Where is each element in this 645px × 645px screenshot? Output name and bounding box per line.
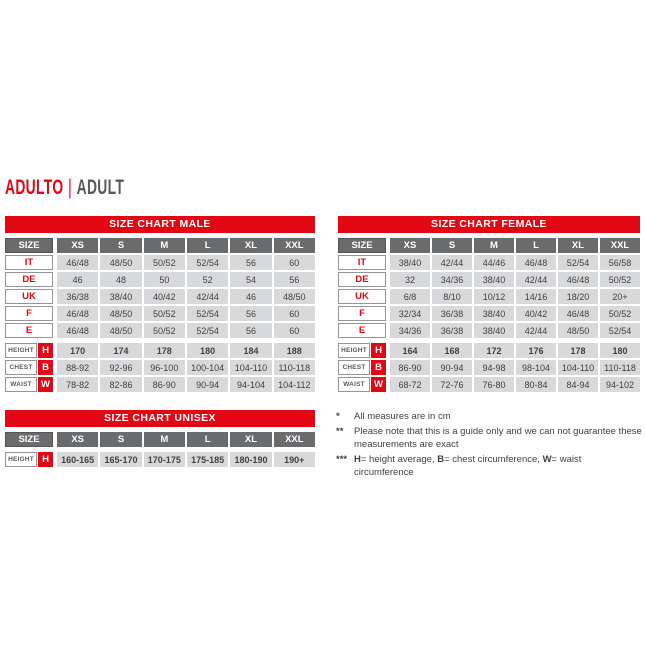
table-cell: 60 bbox=[274, 323, 315, 338]
table-cell: XXL bbox=[274, 238, 315, 253]
table-cell: XXL bbox=[600, 238, 640, 253]
row-cells bbox=[390, 272, 640, 287]
male-table-rows bbox=[5, 238, 315, 392]
size-corner-header: SIZE bbox=[5, 432, 53, 447]
measure-label-waist: WAIST bbox=[338, 377, 370, 392]
table-cell: 32 bbox=[390, 272, 430, 287]
table-cell: 88-92 bbox=[57, 360, 98, 375]
table-cell: 82-86 bbox=[100, 377, 141, 392]
table-cell: 46/48 bbox=[57, 306, 98, 321]
table-cell: 176 bbox=[516, 343, 556, 358]
size-corner-header: SIZE bbox=[338, 238, 386, 253]
table-cell: XS bbox=[57, 432, 98, 447]
table-cell: 190+ bbox=[274, 452, 315, 467]
table-cell: 52/54 bbox=[187, 323, 228, 338]
size-row-de bbox=[338, 272, 640, 287]
table-cell: 174 bbox=[100, 343, 141, 358]
table-cell: 48/50 bbox=[558, 323, 598, 338]
footnote-segment: = height average, bbox=[360, 454, 438, 465]
row-cells bbox=[57, 238, 315, 253]
footnote-1 bbox=[336, 410, 642, 423]
table-cell: 42/44 bbox=[516, 272, 556, 287]
unisex-table-title: SIZE CHART UNISEX bbox=[5, 410, 315, 427]
table-cell: XL bbox=[230, 238, 271, 253]
table-cell: 104-110 bbox=[558, 360, 598, 375]
measure-label-chest: CHEST bbox=[5, 360, 37, 375]
measure-label-wrap bbox=[5, 377, 53, 392]
unisex-table-rows bbox=[5, 432, 315, 467]
size-chart-female-table bbox=[338, 216, 640, 392]
table-cell: 38/40 bbox=[474, 272, 514, 287]
row-cells bbox=[57, 377, 315, 392]
table-cell: 172 bbox=[474, 343, 514, 358]
table-cell: 10/12 bbox=[474, 289, 514, 304]
table-cell: 44/46 bbox=[474, 255, 514, 270]
table-cell: 164 bbox=[390, 343, 430, 358]
measure-badge-w: W bbox=[38, 377, 53, 392]
table-cell: XL bbox=[558, 238, 598, 253]
measure-label-height: HEIGHT bbox=[5, 343, 37, 358]
table-cell: 110-118 bbox=[274, 360, 315, 375]
table-cell: 36/38 bbox=[57, 289, 98, 304]
measure-badge-h: H bbox=[38, 452, 53, 467]
row-label-it: IT bbox=[338, 255, 386, 270]
table-cell: 52 bbox=[187, 272, 228, 287]
row-label-wrap bbox=[5, 272, 53, 287]
row-label-de: DE bbox=[338, 272, 386, 287]
table-cell: 110-118 bbox=[600, 360, 640, 375]
table-cell: 48/50 bbox=[100, 323, 141, 338]
footnote-3 bbox=[336, 453, 642, 479]
row-label-f: F bbox=[338, 306, 386, 321]
table-cell: 50/52 bbox=[600, 272, 640, 287]
table-cell: 68-72 bbox=[390, 377, 430, 392]
table-cell: 165-170 bbox=[100, 452, 141, 467]
table-cell: 48/50 bbox=[100, 255, 141, 270]
row-label-de: DE bbox=[5, 272, 53, 287]
measure-label-wrap bbox=[338, 377, 386, 392]
footnote-text bbox=[354, 410, 642, 423]
measure-row-chest bbox=[338, 360, 640, 375]
table-cell: 96-100 bbox=[144, 360, 185, 375]
table-cell: 86-90 bbox=[390, 360, 430, 375]
measure-label-wrap bbox=[338, 343, 386, 358]
table-cell: L bbox=[516, 238, 556, 253]
row-cells bbox=[390, 377, 640, 392]
measure-label-chest: CHEST bbox=[338, 360, 370, 375]
table-cell: 175-185 bbox=[187, 452, 228, 467]
row-cells bbox=[390, 306, 640, 321]
row-cells bbox=[57, 255, 315, 270]
measure-row-waist bbox=[5, 377, 315, 392]
table-cell: 38/40 bbox=[100, 289, 141, 304]
footnote-bold-term: B bbox=[437, 454, 445, 465]
size-row-de bbox=[5, 272, 315, 287]
size-corner-wrap bbox=[5, 432, 53, 447]
table-cell: 170 bbox=[57, 343, 98, 358]
table-cell: 52/54 bbox=[558, 255, 598, 270]
table-cell: 38/40 bbox=[474, 323, 514, 338]
table-cell: 38/40 bbox=[390, 255, 430, 270]
size-chart-unisex-table bbox=[5, 410, 315, 467]
table-cell: 94-104 bbox=[230, 377, 271, 392]
page-title-primary: ADULTO bbox=[5, 176, 64, 199]
size-row-it bbox=[338, 255, 640, 270]
table-cell: 86-90 bbox=[144, 377, 185, 392]
footnote-text bbox=[354, 453, 642, 479]
size-chart-male-table bbox=[5, 216, 315, 392]
row-label-uk: UK bbox=[338, 289, 386, 304]
table-cell: 50/52 bbox=[600, 306, 640, 321]
table-cell: 32/34 bbox=[390, 306, 430, 321]
row-label-wrap bbox=[338, 323, 386, 338]
table-cell: 46/48 bbox=[57, 323, 98, 338]
size-row-f bbox=[5, 306, 315, 321]
row-cells bbox=[390, 255, 640, 270]
table-cell: 72-76 bbox=[432, 377, 472, 392]
table-cell: 178 bbox=[144, 343, 185, 358]
table-cell: XL bbox=[230, 432, 271, 447]
table-cell: 46/48 bbox=[516, 255, 556, 270]
footnote-segment: All measures are in cm bbox=[354, 411, 451, 422]
row-cells bbox=[57, 323, 315, 338]
table-cell: 36/38 bbox=[432, 306, 472, 321]
row-cells bbox=[57, 289, 315, 304]
table-cell: 48/50 bbox=[274, 289, 315, 304]
table-cell: 36/38 bbox=[432, 323, 472, 338]
table-cell: 54 bbox=[230, 272, 271, 287]
measure-label-waist: WAIST bbox=[5, 377, 37, 392]
measure-badge-b: B bbox=[371, 360, 386, 375]
table-cell: 78-82 bbox=[57, 377, 98, 392]
table-cell: 56 bbox=[230, 306, 271, 321]
female-table-title: SIZE CHART FEMALE bbox=[338, 216, 640, 233]
table-cell: 34/36 bbox=[390, 323, 430, 338]
table-cell: 38/40 bbox=[474, 306, 514, 321]
size-row-it bbox=[5, 255, 315, 270]
table-cell: 46/48 bbox=[57, 255, 98, 270]
table-cell: 104-112 bbox=[274, 377, 315, 392]
measure-row-height bbox=[5, 452, 315, 467]
row-label-uk: UK bbox=[5, 289, 53, 304]
row-cells bbox=[57, 272, 315, 287]
table-cell: 94-102 bbox=[600, 377, 640, 392]
row-label-it: IT bbox=[5, 255, 53, 270]
table-cell: 42/44 bbox=[516, 323, 556, 338]
column-header-row bbox=[338, 238, 640, 253]
table-cell: S bbox=[100, 432, 141, 447]
table-cell: 52/54 bbox=[187, 306, 228, 321]
row-cells bbox=[390, 238, 640, 253]
page-title-separator: | bbox=[68, 176, 73, 199]
measure-badge-w: W bbox=[371, 377, 386, 392]
table-cell: 56 bbox=[230, 323, 271, 338]
footnotes bbox=[336, 410, 642, 481]
table-cell: 56/58 bbox=[600, 255, 640, 270]
measure-label-wrap bbox=[338, 360, 386, 375]
table-cell: 40/42 bbox=[144, 289, 185, 304]
row-label-wrap bbox=[5, 289, 53, 304]
table-cell: 42/44 bbox=[432, 255, 472, 270]
table-cell: 188 bbox=[274, 343, 315, 358]
row-cells bbox=[390, 360, 640, 375]
row-cells bbox=[390, 289, 640, 304]
footnote-text bbox=[354, 425, 642, 451]
table-cell: 50/52 bbox=[144, 255, 185, 270]
female-table-rows bbox=[338, 238, 640, 392]
row-label-f: F bbox=[5, 306, 53, 321]
row-label-wrap bbox=[338, 306, 386, 321]
row-label-wrap bbox=[5, 306, 53, 321]
table-cell: 50 bbox=[144, 272, 185, 287]
table-cell: S bbox=[100, 238, 141, 253]
footnote-2 bbox=[336, 425, 642, 451]
table-cell: 90-94 bbox=[187, 377, 228, 392]
table-cell: 180 bbox=[187, 343, 228, 358]
row-label-wrap bbox=[338, 272, 386, 287]
table-cell: 14/16 bbox=[516, 289, 556, 304]
table-cell: XS bbox=[57, 238, 98, 253]
row-label-wrap bbox=[5, 323, 53, 338]
size-corner-header: SIZE bbox=[5, 238, 53, 253]
table-cell: 18/20 bbox=[558, 289, 598, 304]
table-cell: 168 bbox=[432, 343, 472, 358]
measure-label-height: HEIGHT bbox=[5, 452, 37, 467]
table-cell: 84-94 bbox=[558, 377, 598, 392]
table-cell: 60 bbox=[274, 255, 315, 270]
table-cell: L bbox=[187, 238, 228, 253]
table-cell: 48/50 bbox=[100, 306, 141, 321]
row-label-wrap bbox=[338, 255, 386, 270]
row-label-wrap bbox=[338, 289, 386, 304]
measure-label-height: HEIGHT bbox=[338, 343, 370, 358]
table-cell: 42/44 bbox=[187, 289, 228, 304]
table-cell: 48 bbox=[100, 272, 141, 287]
row-label-e: E bbox=[5, 323, 53, 338]
size-row-e bbox=[5, 323, 315, 338]
table-cell: 56 bbox=[274, 272, 315, 287]
row-cells bbox=[57, 343, 315, 358]
row-cells bbox=[57, 360, 315, 375]
table-cell: 170-175 bbox=[144, 452, 185, 467]
footnote-marker: *** bbox=[336, 454, 348, 465]
table-cell: 60 bbox=[274, 306, 315, 321]
page-title bbox=[5, 177, 124, 199]
table-cell: 40/42 bbox=[516, 306, 556, 321]
measure-badge-h: H bbox=[38, 343, 53, 358]
unisex-measure-rows bbox=[5, 452, 315, 467]
table-cell: 46/48 bbox=[558, 272, 598, 287]
row-cells bbox=[57, 432, 315, 447]
footnote-marker: * bbox=[336, 411, 340, 422]
footnote-segment: Please note that this is a guide only and we can not guarantee these measurements are exact bbox=[354, 426, 642, 450]
row-label-e: E bbox=[338, 323, 386, 338]
column-header-row bbox=[5, 238, 315, 253]
measure-label-wrap bbox=[5, 360, 53, 375]
table-cell: 76-80 bbox=[474, 377, 514, 392]
table-cell: XXL bbox=[274, 432, 315, 447]
row-cells bbox=[390, 343, 640, 358]
table-cell: 90-94 bbox=[432, 360, 472, 375]
table-cell: 94-98 bbox=[474, 360, 514, 375]
table-cell: 34/36 bbox=[432, 272, 472, 287]
table-cell: S bbox=[432, 238, 472, 253]
table-cell: 104-110 bbox=[230, 360, 271, 375]
table-cell: 20+ bbox=[600, 289, 640, 304]
measure-row-chest bbox=[5, 360, 315, 375]
table-cell: 180-190 bbox=[230, 452, 271, 467]
size-row-e bbox=[338, 323, 640, 338]
row-cells bbox=[390, 323, 640, 338]
table-cell: M bbox=[474, 238, 514, 253]
measure-row-height bbox=[338, 343, 640, 358]
table-cell: M bbox=[144, 238, 185, 253]
table-cell: 50/52 bbox=[144, 306, 185, 321]
table-cell: 46 bbox=[230, 289, 271, 304]
table-cell: 50/52 bbox=[144, 323, 185, 338]
table-cell: 80-84 bbox=[516, 377, 556, 392]
size-corner-wrap bbox=[5, 238, 53, 253]
table-cell: 160-165 bbox=[57, 452, 98, 467]
table-cell: 46 bbox=[57, 272, 98, 287]
table-cell: 52/54 bbox=[187, 255, 228, 270]
footnote-segment: = chest circumference, bbox=[444, 454, 543, 465]
footnote-bold-term: W bbox=[542, 454, 552, 465]
table-cell: 56 bbox=[230, 255, 271, 270]
table-cell: 46/48 bbox=[558, 306, 598, 321]
table-cell: 184 bbox=[230, 343, 271, 358]
table-cell: 8/10 bbox=[432, 289, 472, 304]
table-cell: 92-96 bbox=[100, 360, 141, 375]
page-title-secondary: ADULT bbox=[76, 176, 125, 199]
table-cell: 98-104 bbox=[516, 360, 556, 375]
measure-label-wrap bbox=[5, 452, 53, 467]
table-cell: 52/54 bbox=[600, 323, 640, 338]
size-corner-wrap bbox=[338, 238, 386, 253]
size-row-uk bbox=[5, 289, 315, 304]
table-cell: L bbox=[187, 432, 228, 447]
measure-label-wrap bbox=[5, 343, 53, 358]
measure-badge-h: H bbox=[371, 343, 386, 358]
table-cell: M bbox=[144, 432, 185, 447]
column-header-row bbox=[5, 432, 315, 447]
row-cells bbox=[57, 306, 315, 321]
table-cell: 180 bbox=[600, 343, 640, 358]
male-table-title: SIZE CHART MALE bbox=[5, 216, 315, 233]
measure-row-waist bbox=[338, 377, 640, 392]
row-label-wrap bbox=[5, 255, 53, 270]
size-row-f bbox=[338, 306, 640, 321]
footnote-marker: ** bbox=[336, 426, 344, 437]
table-cell: 100-104 bbox=[187, 360, 228, 375]
female-measure-rows bbox=[338, 343, 640, 392]
footnote-segment: = waist circumference bbox=[354, 454, 582, 478]
male-measure-rows bbox=[5, 343, 315, 392]
measure-row-height bbox=[5, 343, 315, 358]
row-cells bbox=[57, 452, 315, 467]
table-cell: 178 bbox=[558, 343, 598, 358]
size-row-uk bbox=[338, 289, 640, 304]
footnote-bold-term: H bbox=[354, 454, 361, 465]
table-cell: XS bbox=[390, 238, 430, 253]
table-cell: 6/8 bbox=[390, 289, 430, 304]
measure-badge-b: B bbox=[38, 360, 53, 375]
